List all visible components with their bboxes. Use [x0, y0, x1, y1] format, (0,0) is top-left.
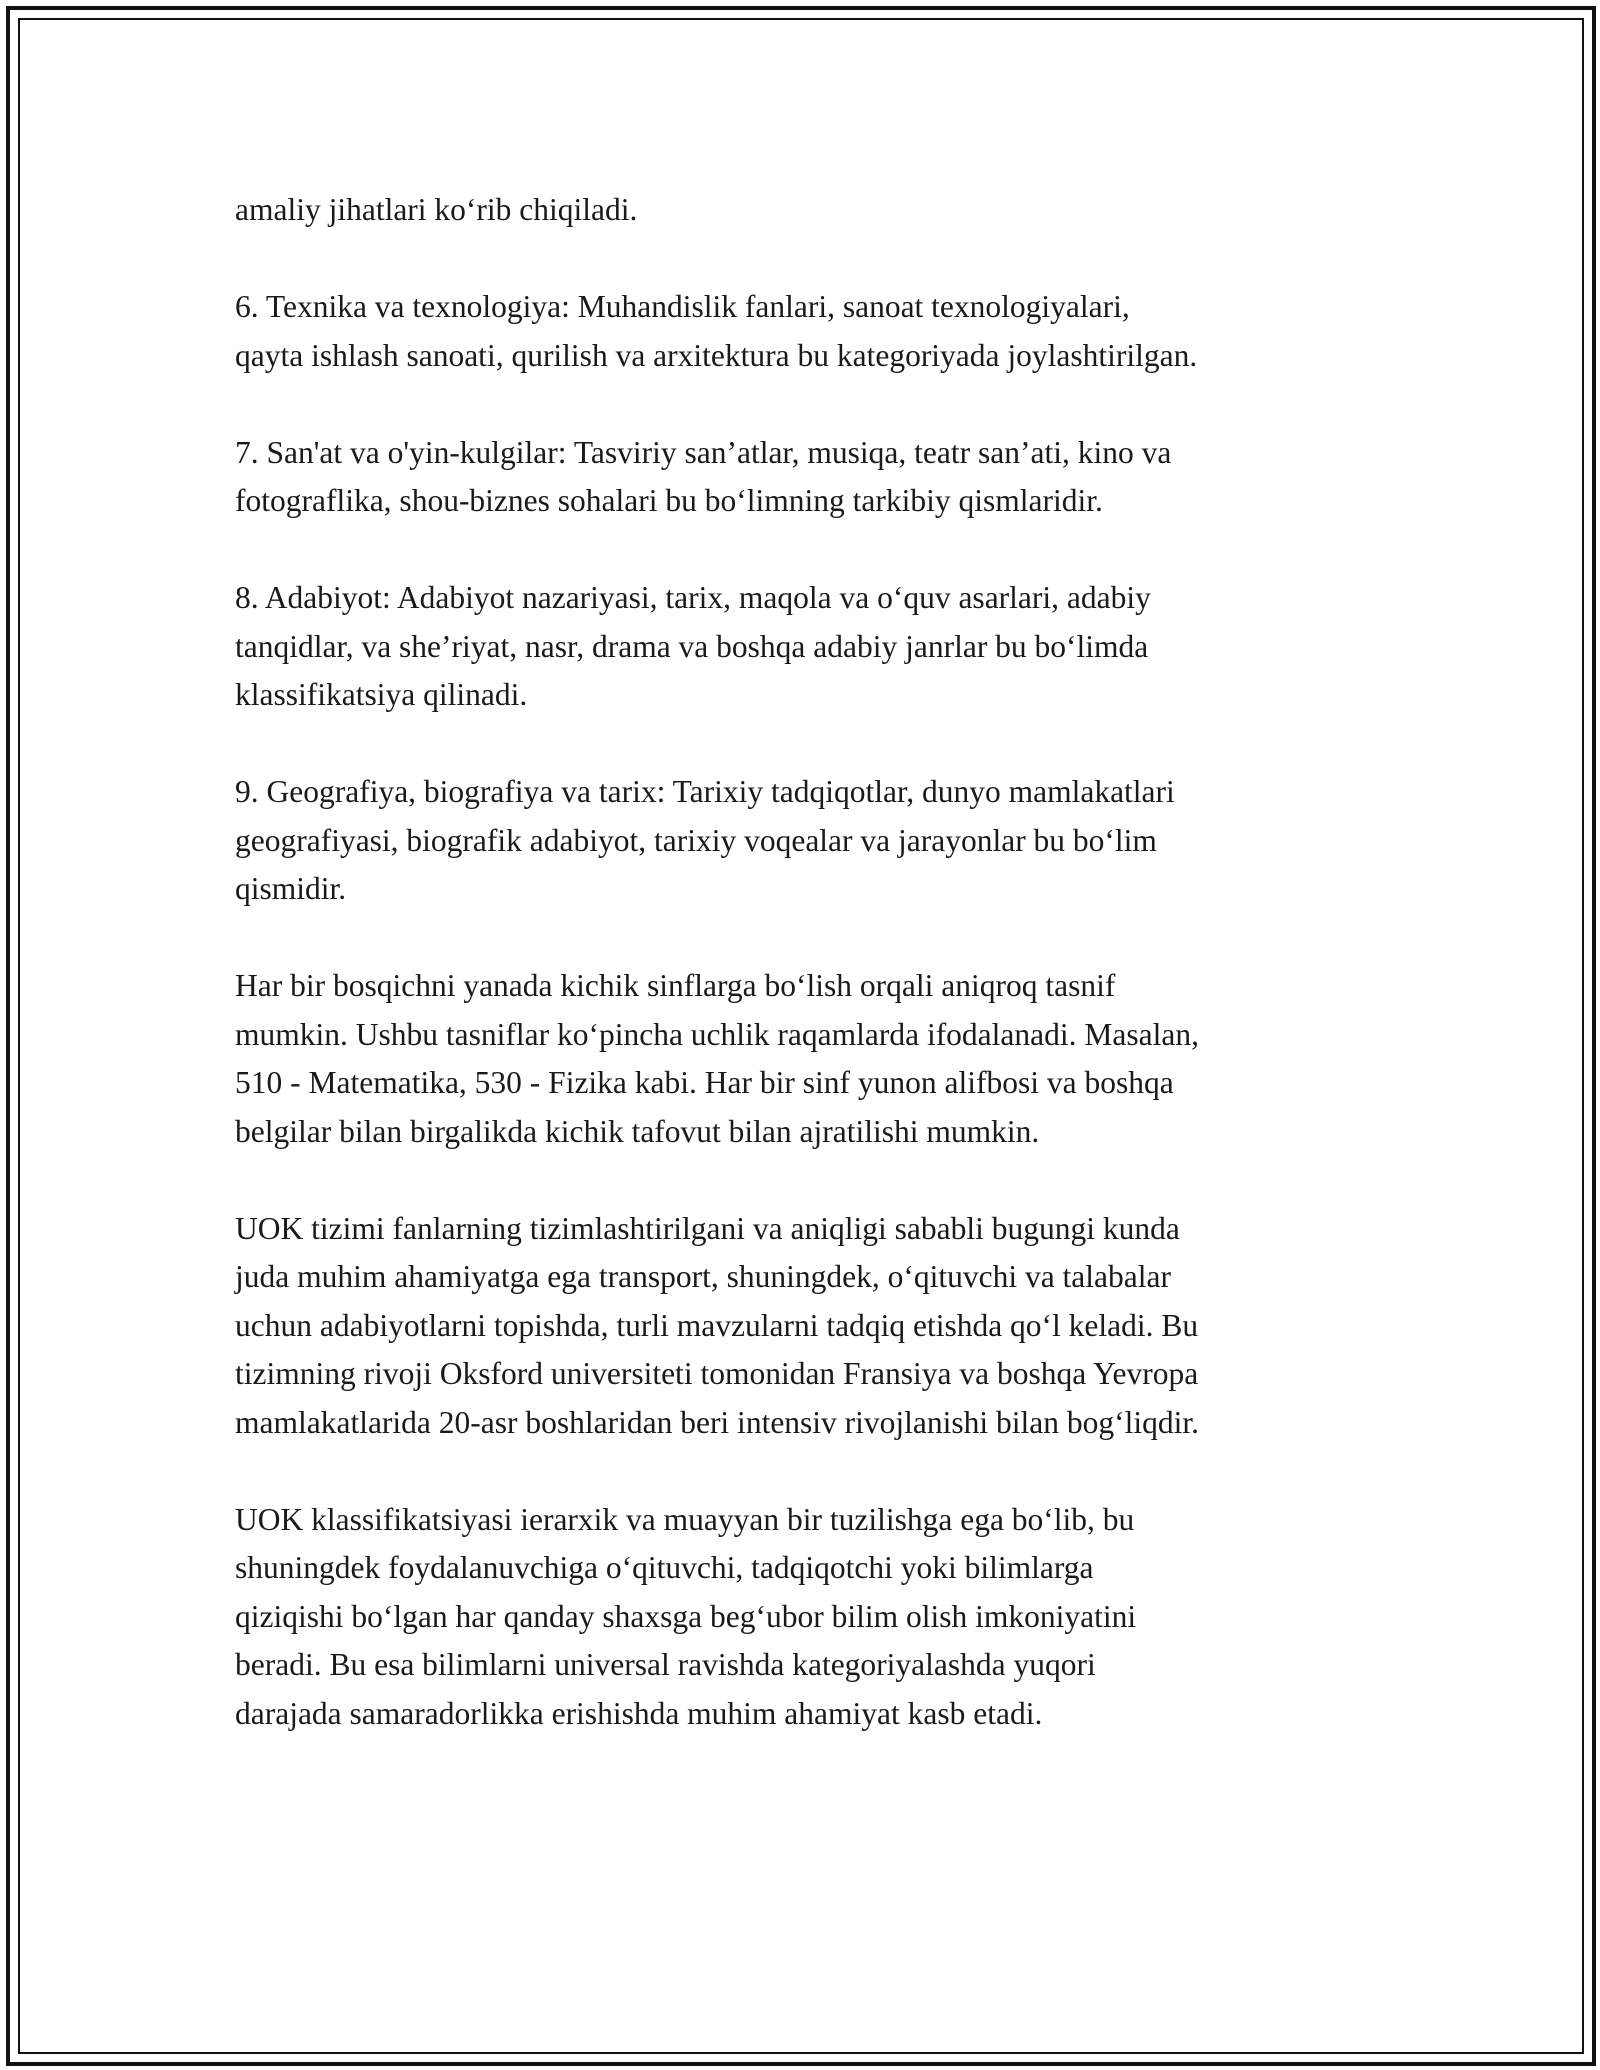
paragraph-subdivision: Har bir bosqichni yanada kichik sinflarga bo‘lish orqali aniqroq tasnif mumkin. Ushbu tasniflar ko‘pincha uchlik raqamlarda ifodalanadi. Masalan, 510 - Matematika, 530 - Fizika kabi. Har bir sinf yunon alifbosi va boshqa belgilar bilan birgalikda kichik tafovut bilan ajratilishi mumkin.: [235, 968, 1199, 1149]
document-body: [235, 186, 1385, 1787]
paragraph-conclusion: UOK klassifikatsiyasi ierarxik va muayyan bir tuzilishga ega bo‘lib, bu shuningdek foydalanuvchiga o‘qituvchi, tadqiqotchi yoki bilimlarga qiziqishi bo‘lgan har qanday shaxsga beg‘ubor bilim olish imkoniyatini beradi. Bu esa bilimlarni universal ravishda kategoriyalashda yuqori darajada samaradorlikka erishishda muhim ahamiyat kasb etadi.: [235, 1501, 1137, 1731]
paragraph-item-7: 7. San'at va o'yin-kulgilar: Tasviriy san’atlar, musiqa, teatr san’ati, kino va fotograflika, shou-biznes sohalari bu bo‘limning tarkibiy qismlaridir.: [235, 434, 1172, 518]
paragraph-item-6: 6. Texnika va texnologiya: Muhandislik fanlari, sanoat texnologiyalari, qayta ishlash sanoati, qurilish va arxitektura bu kategoriyada joylashtirilgan.: [235, 289, 1198, 373]
paragraph-item-8: 8. Adabiyot: Adabiyot nazariyasi, tarix, maqola va o‘quv asarlari, adabiy tanqidlar, va she’riyat, nasr, drama va boshqa adabiy janrlar bu bo‘limda klassifikatsiya qilinadi.: [235, 580, 1151, 712]
paragraph-continuation: amaliy jihatlari ko‘rib chiqiladi.: [235, 192, 638, 227]
paragraph-importance: UOK tizimi fanlarning tizimlashtirilgani va aniqligi sababli bugungi kunda juda muhim ahamiyatga ega transport, shuningdek, o‘qituvchi va talabalar uchun adabiyotlarni topishda, turli mavzularni tadqiq etishda qo‘l keladi. Bu tizimning rivoji Oksford universiteti tomonidan Fransiya va boshqa Yevropa mamlakatlarida 20-asr boshlaridan beri intensiv rivojlanishi bilan bog‘liqdir.: [235, 1210, 1200, 1440]
paragraph-item-9: 9. Geografiya, biografiya va tarix: Tarixiy tadqiqotlar, dunyo mamlakatlari geografiyasi, biografik adabiyot, tarixiy voqealar va jarayonlar bu bo‘lim qismidir.: [235, 774, 1175, 906]
